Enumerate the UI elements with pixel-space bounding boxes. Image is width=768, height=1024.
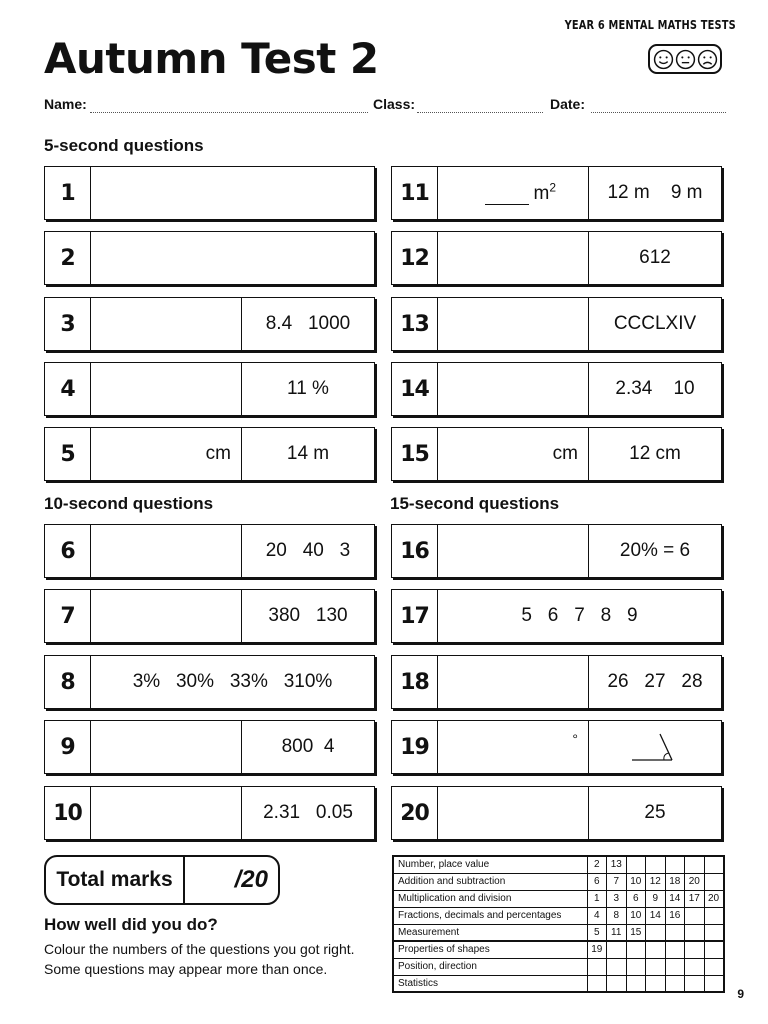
topic-question-cell	[704, 907, 724, 924]
topic-question-cell[interactable]: 5	[587, 924, 607, 941]
topic-question-cell	[685, 924, 705, 941]
answer-area[interactable]	[91, 590, 241, 642]
neutral-face-icon	[675, 49, 696, 70]
question-20-box	[391, 786, 722, 840]
answer-area[interactable]	[438, 525, 588, 577]
happy-face-icon	[653, 49, 674, 70]
topic-question-cell	[704, 924, 724, 941]
answer-area[interactable]	[438, 232, 588, 284]
name-label: Name:	[44, 96, 87, 112]
prompt-values: 11 %	[287, 378, 329, 399]
answer-area[interactable]	[91, 298, 241, 350]
topic-name: Properties of shapes	[393, 941, 587, 958]
topic-question-cell	[646, 856, 666, 873]
topic-row	[393, 856, 724, 873]
topic-question-cell	[646, 941, 666, 958]
answer-area[interactable]	[91, 525, 241, 577]
question-11-box	[391, 166, 722, 220]
five-second-heading: 5-second questions	[44, 136, 204, 155]
prompt-values: 26 27 28	[607, 671, 703, 692]
question-number: 20	[392, 787, 438, 839]
question-number: 14	[392, 363, 438, 415]
topic-question-cell	[704, 873, 724, 890]
answer-area[interactable]	[91, 232, 374, 284]
topic-question-cell[interactable]: 2	[587, 856, 607, 873]
topic-row	[393, 873, 724, 890]
prompt-values: 12 cm	[629, 443, 681, 464]
prompt-values: 20 40 3	[265, 540, 351, 561]
question-12-box	[391, 231, 722, 285]
question-number: 8	[45, 656, 91, 708]
degree-symbol: °	[572, 731, 578, 747]
question-5-box	[44, 427, 375, 481]
question-prompt-box	[588, 656, 721, 708]
topic-question-cell[interactable]: 14	[646, 907, 666, 924]
answer-area[interactable]	[438, 428, 588, 480]
topic-question-cell	[587, 958, 607, 975]
topic-question-cell	[646, 975, 666, 992]
question-prompt-box	[588, 298, 721, 350]
topic-question-cell[interactable]: 15	[626, 924, 646, 941]
prompt-values: 612	[639, 247, 671, 268]
topic-question-cell[interactable]: 20	[704, 890, 724, 907]
topic-row	[393, 941, 724, 958]
topic-question-cell[interactable]: 17	[685, 890, 705, 907]
question-prompt-box	[241, 363, 374, 415]
topics-table	[392, 855, 725, 993]
question-number: 6	[45, 525, 91, 577]
topic-question-cell[interactable]: 12	[646, 873, 666, 890]
topic-question-cell	[665, 958, 685, 975]
question-prompt-box	[241, 298, 374, 350]
topic-question-cell[interactable]: 19	[587, 941, 607, 958]
topic-question-cell	[607, 958, 627, 975]
total-marks-label: Total marks	[46, 857, 185, 903]
topic-question-cell	[626, 958, 646, 975]
topic-question-cell[interactable]: 4	[587, 907, 607, 924]
question-number: 4	[45, 363, 91, 415]
prompt-values: 12 m 9 m	[607, 182, 703, 203]
question-number: 9	[45, 721, 91, 773]
date-label: Date:	[550, 96, 586, 112]
topic-question-cell	[665, 924, 685, 941]
question-prompt-box	[588, 787, 721, 839]
question-prompt-box	[588, 721, 721, 773]
question-1-box	[44, 166, 375, 220]
question-prompt-box	[241, 428, 374, 480]
topic-question-cell[interactable]: 18	[665, 873, 685, 890]
question-prompt: 3% 30% 33% 310%	[132, 671, 333, 692]
topic-question-cell[interactable]: 16	[665, 907, 685, 924]
class-label: Class:	[373, 96, 416, 112]
topic-name: Fractions, decimals and percentages	[393, 907, 587, 924]
name-field[interactable]	[44, 96, 368, 112]
question-number: 17	[392, 590, 438, 642]
topic-question-cell	[665, 975, 685, 992]
answer-area[interactable]	[438, 590, 721, 642]
topic-row	[393, 907, 724, 924]
topic-question-cell	[607, 975, 627, 992]
question-number: 1	[45, 167, 91, 219]
answer-area[interactable]	[438, 167, 588, 219]
topic-question-cell	[665, 856, 685, 873]
unit-exponent: 2	[549, 180, 556, 195]
question-15-box	[391, 427, 722, 481]
fifteen-second-heading: 15-second questions	[390, 494, 560, 513]
question-6-box	[44, 524, 375, 578]
ten-second-heading: 10-second questions	[44, 494, 214, 513]
topic-name: Position, direction	[393, 958, 587, 975]
topic-question-cell	[587, 975, 607, 992]
topic-question-cell[interactable]: 9	[646, 890, 666, 907]
how-well-instruction-2: Some questions may appear more than once.	[44, 961, 328, 977]
question-number: 5	[45, 428, 91, 480]
prompt-values: 2.34 10	[615, 378, 695, 399]
topic-name: Statistics	[393, 975, 587, 992]
unit-text: m	[533, 183, 550, 205]
topic-question-cell[interactable]: 7	[607, 873, 627, 890]
answer-area[interactable]	[91, 656, 374, 708]
topic-question-cell	[704, 975, 724, 992]
question-14-box	[391, 362, 722, 416]
topic-row	[393, 890, 724, 907]
topic-question-cell[interactable]: 13	[607, 856, 627, 873]
topic-question-cell[interactable]: 8	[607, 907, 627, 924]
topic-question-cell	[626, 941, 646, 958]
topic-row	[393, 975, 724, 992]
topic-question-cell	[626, 975, 646, 992]
question-prompt: 5 6 7 8 9	[521, 605, 638, 626]
topic-question-cell	[646, 958, 666, 975]
answer-area[interactable]	[438, 721, 588, 773]
topic-question-cell	[646, 924, 666, 941]
total-marks-box	[44, 855, 280, 905]
total-marks-value[interactable]: /20	[234, 866, 268, 893]
prompt-values: CCCLXIV	[613, 313, 697, 334]
topic-question-cell[interactable]: 6	[587, 873, 607, 890]
answer-area[interactable]	[438, 298, 588, 350]
topic-name: Addition and subtraction	[393, 873, 587, 890]
topic-question-cell	[704, 856, 724, 873]
question-8-box	[44, 655, 375, 709]
question-prompt-box	[588, 232, 721, 284]
question-4-box	[44, 362, 375, 416]
topic-question-cell	[685, 958, 705, 975]
topic-question-cell[interactable]: 20	[685, 873, 705, 890]
topic-question-cell[interactable]: 3	[607, 890, 627, 907]
question-number: 12	[392, 232, 438, 284]
topic-question-cell	[665, 941, 685, 958]
prompt-values: 380 130	[268, 605, 348, 626]
topic-question-cell[interactable]: 14	[665, 890, 685, 907]
question-number: 10	[45, 787, 91, 839]
question-number: 3	[45, 298, 91, 350]
topic-question-cell	[685, 941, 705, 958]
prompt-values: 20% = 6	[619, 540, 691, 561]
question-9-box	[44, 720, 375, 774]
question-number: 15	[392, 428, 438, 480]
answer-area[interactable]	[438, 787, 588, 839]
answer-area[interactable]	[91, 787, 241, 839]
topic-question-cell	[685, 907, 705, 924]
angle-diagram-icon	[630, 730, 680, 764]
smiley-faces	[648, 44, 722, 74]
date-field[interactable]	[550, 96, 726, 112]
question-7-box	[44, 589, 375, 643]
question-16-box	[391, 524, 722, 578]
question-prompt-box	[241, 525, 374, 577]
topic-question-cell	[607, 941, 627, 958]
topic-question-cell	[685, 975, 705, 992]
how-well-instruction-1: Colour the numbers of the questions you got right.	[44, 941, 355, 957]
how-well-heading: How well did you do?	[44, 915, 218, 934]
class-field[interactable]	[373, 96, 543, 112]
question-prompt-box	[241, 590, 374, 642]
page-title: Autumn Test 2	[44, 34, 379, 83]
class-line	[417, 112, 543, 113]
topic-question-cell[interactable]: 1	[587, 890, 607, 907]
question-prompt-box	[588, 167, 721, 219]
question-prompt-box	[241, 787, 374, 839]
question-19-box	[391, 720, 722, 774]
question-13-box	[391, 297, 722, 351]
topic-question-cell[interactable]: 11	[607, 924, 627, 941]
topic-question-cell	[685, 856, 705, 873]
question-number: 13	[392, 298, 438, 350]
topic-row	[393, 958, 724, 975]
topic-question-cell	[704, 958, 724, 975]
name-line	[90, 112, 368, 113]
page-number: 9	[737, 987, 744, 1001]
series-tag: YEAR 6 MENTAL MATHS TESTS	[564, 18, 736, 32]
topic-question-cell[interactable]: 10	[626, 873, 646, 890]
answer-area[interactable]	[438, 363, 588, 415]
question-18-box	[391, 655, 722, 709]
topic-name: Measurement	[393, 924, 587, 941]
answer-area[interactable]	[91, 167, 374, 219]
question-prompt-box	[588, 428, 721, 480]
question-prompt: cm	[205, 443, 231, 464]
topic-question-cell	[626, 856, 646, 873]
date-line	[591, 112, 726, 113]
prompt-values: 8.4 1000	[265, 313, 351, 334]
answer-unit	[533, 180, 556, 205]
topic-row	[393, 924, 724, 941]
question-prompt-box	[241, 721, 374, 773]
prompt-values: 14 m	[286, 443, 330, 464]
question-number: 11	[392, 167, 438, 219]
answer-area[interactable]	[91, 428, 241, 480]
question-prompt-box	[588, 363, 721, 415]
question-17-box	[391, 589, 722, 643]
question-10-box	[44, 786, 375, 840]
answer-area[interactable]	[91, 363, 241, 415]
answer-area[interactable]	[438, 656, 588, 708]
answer-area[interactable]	[91, 721, 241, 773]
question-3-box	[44, 297, 375, 351]
topic-question-cell[interactable]: 10	[626, 907, 646, 924]
question-number: 19	[392, 721, 438, 773]
question-number: 18	[392, 656, 438, 708]
sad-face-icon	[697, 49, 718, 70]
prompt-values: 25	[644, 802, 666, 823]
topic-name: Multiplication and division	[393, 890, 587, 907]
topic-name: Number, place value	[393, 856, 587, 873]
question-prompt: cm	[552, 443, 578, 464]
question-number: 2	[45, 232, 91, 284]
question-2-box	[44, 231, 375, 285]
prompt-values: 2.31 0.05	[263, 802, 353, 823]
answer-blank-line	[485, 204, 529, 205]
question-prompt-box	[588, 525, 721, 577]
prompt-values: 800 4	[281, 736, 335, 757]
topic-question-cell	[704, 941, 724, 958]
topic-question-cell[interactable]: 6	[626, 890, 646, 907]
question-number: 16	[392, 525, 438, 577]
question-number: 7	[45, 590, 91, 642]
